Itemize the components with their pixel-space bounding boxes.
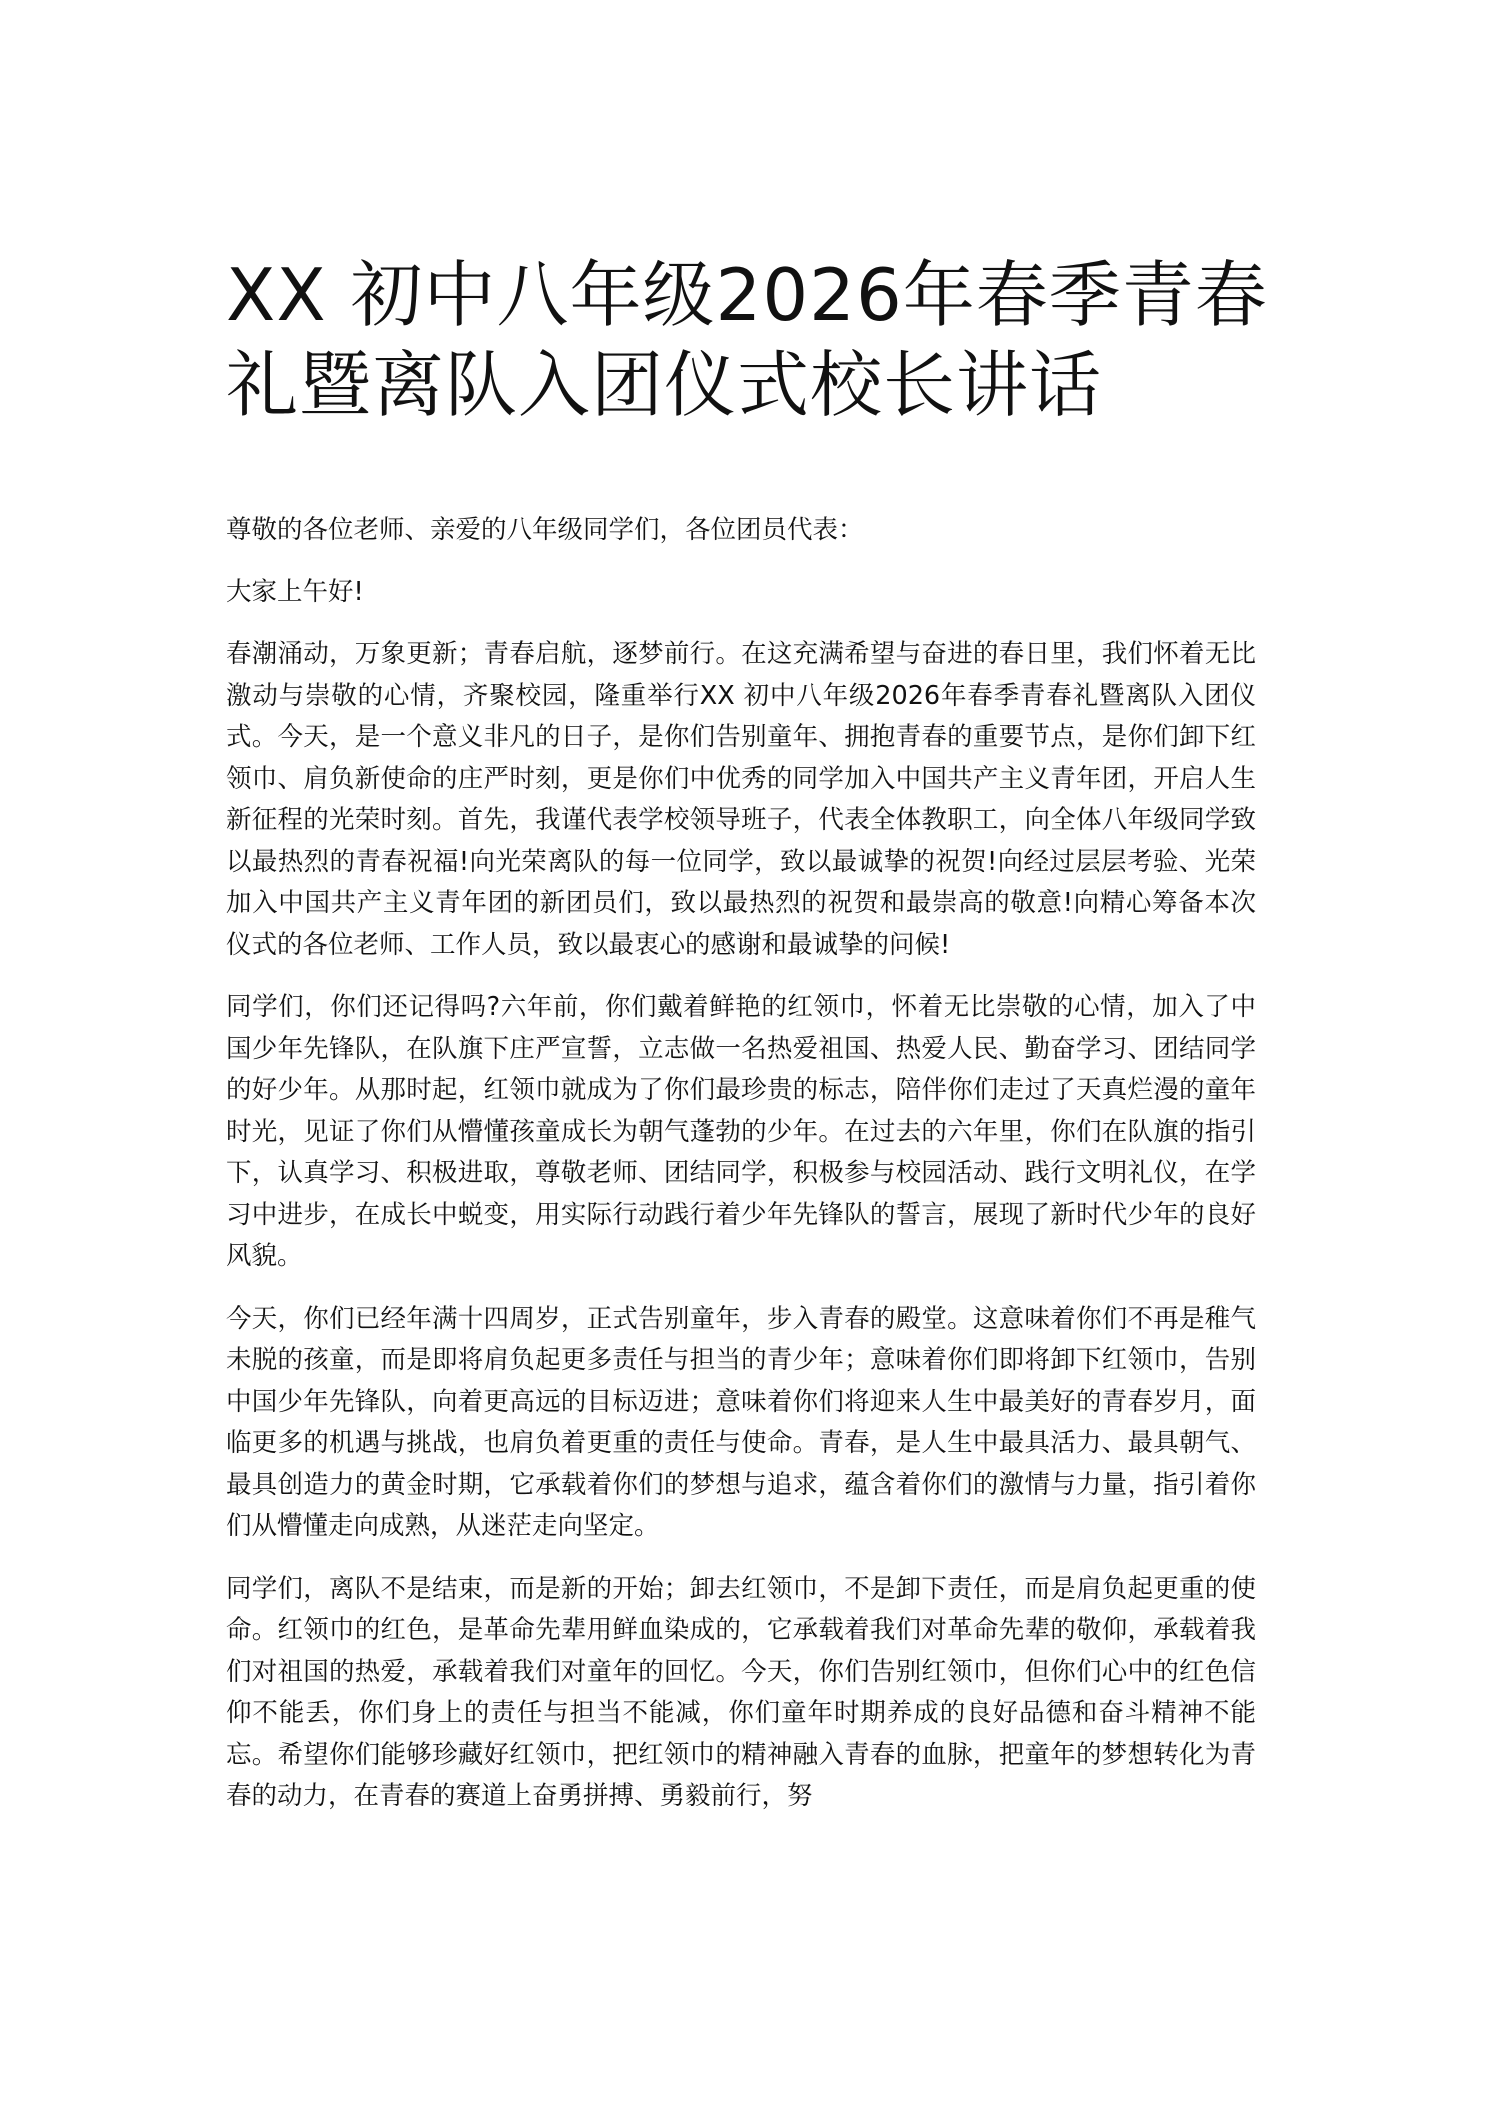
body-paragraph: 今天，你们已经年满十四周岁，正式告别童年，步入青春的殿堂。这意味着你们不再是稚气未脱的孩童，而是即将肩负起更多责任与担当的青少年；意味着你们即将卸下红领巾，告别中国少年先锋队，向着更高远的目标迈进；意味着你们将迎来人生中最美好的青春岁月，面临更多的机遇与挑战，也肩负着更重的责任与使命。青春，是人生中最具活力、最具朝气、最具创造力的黄金时期，它承载着你们的梦想与追求，蕴含着你们的激情与力量，指引着你们从懵懂走向成熟，从迷茫走向坚定。: [226, 1303, 1256, 1541]
salutation-paragraph: 尊敬的各位老师、亲爱的八年级同学们，各位团员代表：: [226, 515, 864, 545]
body-paragraph: 同学们，离队不是结束，而是新的开始；卸去红领巾，不是卸下责任，而是肩负起更重的使命。红领巾的红色，是革命先辈用鲜血染成的，它承载着我们对革命先辈的敬仰，承载着我们对祖国的热爱，承载着我们对童年的回忆。今天，你们告别红领巾，但你们心中的红色信仰不能丢，你们身上的责任与担当不能减，你们童年时期养成的良好品德和奋斗精神不能忘。希望你们能够珍藏好红领巾，把红领巾的精神融入青春的血脉，把童年的梦想转化为青春的动力，在青春的赛道上奋勇拼搏、勇毅前行，努: [226, 1573, 1256, 1811]
body-paragraph: 同学们，你们还记得吗?六年前，你们戴着鲜艳的红领巾，怀着无比崇敬的心情，加入了中国少年先锋队，在队旗下庄严宣誓，立志做一名热爱祖国、热爱人民、勤奋学习、团结同学的好少年。从那时起，红领巾就成为了你们最珍贵的标志，陪伴你们走过了天真烂漫的童年时光，见证了你们从懵懂孩童成长为朝气蓬勃的少年。在过去的六年里，你们在队旗的指引下，认真学习、积极进取，尊敬老师、团结同学，积极参与校园活动、践行文明礼仪，在学习中进步，在成长中蜕变，用实际行动践行着少年先锋队的誓言，展现了新时代少年的良好风貌。: [226, 992, 1256, 1271]
document-title: XX 初中八年级2026年春季青春礼暨离队入团仪式校长讲话: [226, 253, 1268, 427]
greeting-paragraph: 大家上午好!: [226, 576, 364, 607]
body-paragraph: 春潮涌动，万象更新；青春启航，逐梦前行。在这充满希望与奋进的春日里，我们怀着无比激动与崇敬的心情，齐聚校园，隆重举行XX 初中八年级2026年春季青春礼暨离队入团仪式。今天，是一个意义非凡的日子，是你们告别童年、拥抱青春的重要节点，是你们卸下红领巾、肩负新使命的庄严时刻，更是你们中优秀的同学加入中国共产主义青年团，开启人生新征程的光荣时刻。首先，我谨代表学校领导班子，代表全体教职工，向全体八年级同学致以最热烈的青春祝福!向光荣离队的每一位同学，致以最诚挚的祝贺!向经过层层考验、光荣加入中国共产主义青年团的新团员们，致以最热烈的祝贺和最崇高的敬意!向精心筹备本次仪式的各位老师、工作人员，致以最衷心的感谢和最诚挚的问候!: [226, 639, 1256, 960]
document-body: [226, 510, 1256, 1839]
